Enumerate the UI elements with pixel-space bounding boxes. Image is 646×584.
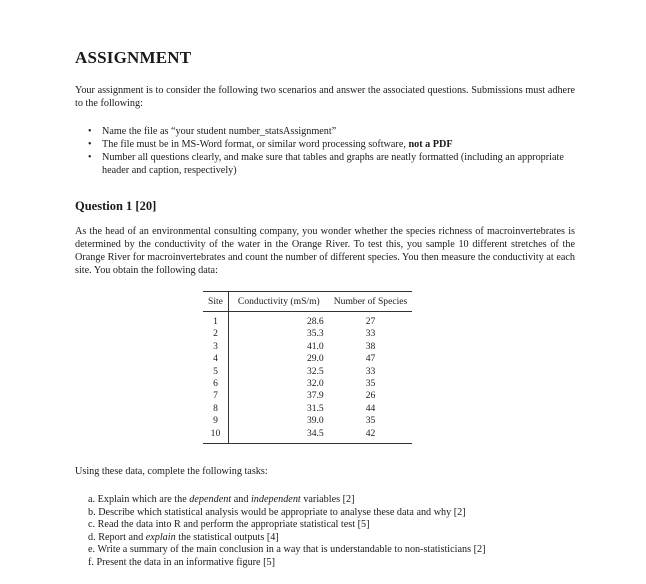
conductivity-cell: 39.0 — [306, 415, 324, 427]
task-text: and — [231, 494, 251, 505]
task-item — [88, 519, 485, 532]
species-cell: 44 — [365, 402, 376, 414]
bullet-icon: • — [88, 139, 92, 150]
task-label: e. — [88, 544, 96, 555]
tasks-list — [88, 494, 485, 569]
header-species: Number of Species — [329, 292, 413, 312]
conductivity-cell: 32.0 — [306, 378, 324, 390]
task-emphasis: explain — [145, 531, 176, 543]
conductivity-cell: 37.9 — [306, 390, 324, 402]
task-item — [88, 494, 485, 507]
site-cell: 7 — [203, 390, 228, 402]
conductivity-cell: 28.6 — [306, 316, 324, 327]
requirement-item — [75, 138, 580, 151]
conductivity-cell: 32.5 — [306, 365, 324, 377]
task-text: Present the data in an informative figure [5] — [96, 556, 276, 568]
data-table — [203, 291, 412, 444]
conductivity-cell: 41.0 — [306, 340, 324, 352]
task-item — [88, 532, 485, 545]
requirement-item — [75, 125, 580, 138]
requirement-bold-text: not a PDF — [408, 139, 453, 150]
task-label: a. — [88, 494, 96, 505]
conductivity-cell: 35.3 — [306, 328, 324, 340]
requirement-text: Name the file as “your student number_statsAssignment” — [102, 126, 337, 137]
species-cell: 26 — [365, 390, 376, 402]
requirements-list — [75, 125, 580, 177]
task-emphasis: independent — [250, 494, 301, 505]
task-label: f. — [88, 556, 94, 568]
task-label: c. — [88, 519, 96, 530]
task-text: Read the data into R and perform the appropriate statistical test [5] — [97, 519, 370, 530]
task-text: Write a summary of the main conclusion in a way that is understandable to non-statisticians [2] — [97, 544, 486, 555]
header-site: Site — [203, 292, 228, 312]
task-label: b. — [88, 506, 96, 518]
bullet-icon: • — [88, 126, 92, 137]
requirement-text: Number all questions clearly, and make sure that tables and graphs are neatly formatted (including an appropriate header and caption, respectively) — [102, 152, 564, 176]
document-title: ASSIGNMENT — [75, 48, 192, 67]
task-text: the statistical outputs [4] — [175, 531, 279, 543]
species-cell: 47 — [365, 353, 376, 365]
table-row — [203, 403, 412, 415]
site-cell: 6 — [203, 378, 228, 390]
requirement-text: The file must be in MS-Word format, or similar word processing software, — [102, 139, 409, 150]
species-cell: 27 — [365, 316, 376, 327]
intro-paragraph: Your assignment is to consider the following two scenarios and answer the associated questions. Submissions must adhere to the following: — [75, 85, 575, 109]
task-emphasis: dependent — [189, 494, 232, 505]
conductivity-cell: 31.5 — [306, 402, 324, 414]
table-body — [203, 312, 412, 444]
table-row — [203, 353, 412, 365]
task-text: Describe which statistical analysis would be appropriate to analyse these data and why [2] — [98, 506, 466, 518]
task-item — [88, 507, 485, 520]
conductivity-cell: 29.0 — [306, 353, 324, 365]
table-row — [203, 366, 412, 378]
site-cell: 3 — [203, 341, 228, 353]
table-row — [203, 341, 412, 353]
site-cell: 4 — [203, 353, 228, 365]
header-conductivity: Conductivity (mS/m) — [228, 292, 328, 312]
site-cell: 5 — [203, 366, 228, 378]
task-text: Report and — [98, 531, 146, 543]
bullet-icon: • — [88, 152, 92, 163]
requirement-item — [75, 151, 580, 177]
table-row — [203, 328, 412, 340]
site-cell: 1 — [203, 312, 228, 329]
species-cell: 35 — [365, 415, 376, 427]
site-cell: 8 — [203, 403, 228, 415]
species-cell: 38 — [365, 340, 376, 352]
site-cell: 2 — [203, 328, 228, 340]
table-row — [203, 428, 412, 444]
table-row — [203, 312, 412, 329]
conductivity-cell: 34.5 — [228, 428, 328, 444]
site-cell: 9 — [203, 415, 228, 427]
species-cell: 42 — [329, 428, 413, 444]
site-cell: 10 — [203, 428, 228, 444]
question-1-heading: Question 1 [20] — [75, 199, 157, 213]
table-row — [203, 378, 412, 390]
task-text: Explain which are the — [97, 494, 190, 505]
species-cell: 35 — [365, 378, 376, 390]
task-item — [88, 557, 485, 570]
task-label: d. — [88, 531, 96, 543]
species-cell: 33 — [365, 365, 376, 377]
species-cell: 33 — [365, 328, 376, 340]
tasks-intro: Using these data, complete the following tasks: — [75, 466, 268, 477]
task-item — [88, 544, 485, 557]
question-1-text: As the head of an environmental consulting company, you wonder whether the species richness of macroinvertebrates is determined by the conductivity of the water in the Orange River. To test this, you sample 10 different stretches of the Orange River for macroinvertebrates and count the number of different species. You then measure the conductivity at each site. You obtain the following data: — [75, 226, 575, 276]
table-row — [203, 390, 412, 402]
table-header-row — [203, 292, 412, 312]
table-row — [203, 415, 412, 427]
task-text: variables [2] — [300, 494, 355, 505]
